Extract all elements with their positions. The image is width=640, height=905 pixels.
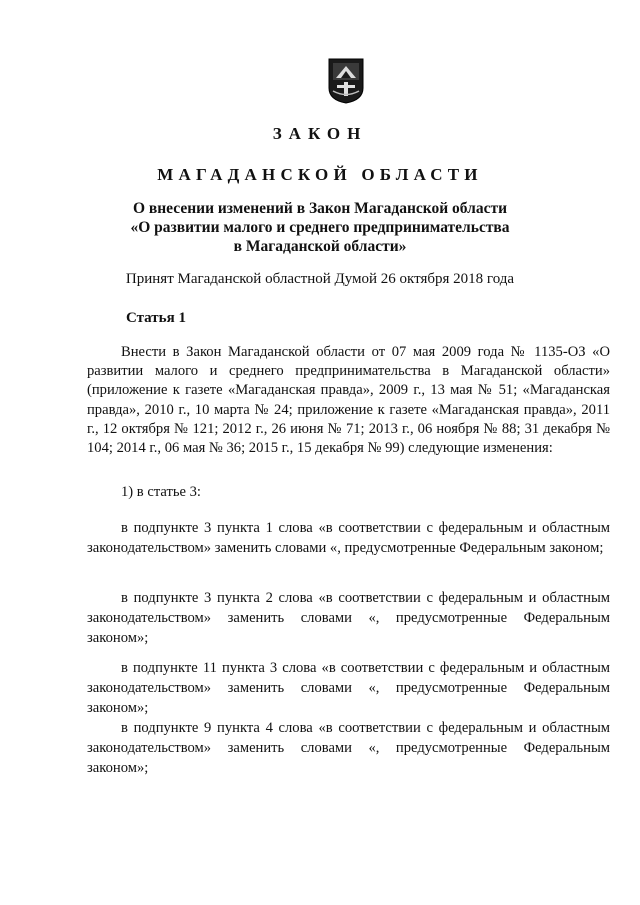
amendment-paragraph: в подпункте 3 пункта 2 слова «в соответствии с федеральным и областным законодательством» заменить словами «, предусмотренные Федеральным законом»; — [87, 590, 610, 646]
law-title-line: «О развитии малого и среднего предпринимательства — [130, 219, 510, 236]
amendment-paragraph: в подпункте 11 пункта 3 слова «в соответствии с федеральным и областным законодательством» заменить словами «, предусмотренные Федеральным законом»; — [87, 660, 610, 716]
coat-of-arms-icon — [328, 58, 364, 104]
law-title-line: О внесении изменений в Закон Магаданской области — [132, 200, 508, 217]
amendment-paragraph: в подпункте 3 пункта 1 слова «в соответствии с федеральным и областным законодательством» заменить словами «, предусмотренные Федеральным законом; — [87, 520, 610, 556]
law-title — [60, 199, 580, 256]
article-intro-paragraph: Внести в Закон Магаданской области от 07 мая 2009 года № 1135-ОЗ «О развитии малого и среднего предпринимательства в Магаданской области» (приложение к газете «Магаданская правда», 2009 г., 13 мая № 51; «Магаданская правда», 2010 г., 10 марта № 24; приложение к газете «Магаданская правда», 2011 г., 12 октября № 121; 2012 г., 26 июня № 71; 2013 г., 06 ноября № 88; 31 декабря № 104; 2014 г., 06 мая № 36; 2015 г., 15 декабря № 99) следующие изменения: — [87, 344, 610, 457]
law-title-line: в Магаданской области» — [233, 238, 407, 255]
article-heading: Статья 1 — [126, 310, 186, 326]
adoption-note: Принят Магаданской областной Думой 26 октября 2018 года — [125, 271, 515, 287]
sub-item-heading: 1) в статье 3: — [121, 484, 201, 500]
region-heading: МАГАДАНСКОЙ ОБЛАСТИ — [157, 165, 483, 184]
amendment-paragraph: в подпункте 9 пункта 4 слова «в соответствии с федеральным и областным законодательством» заменить словами «, предусмотренные Федеральным законом»; — [87, 720, 610, 776]
document-type-heading: ЗАКОН — [272, 124, 368, 143]
